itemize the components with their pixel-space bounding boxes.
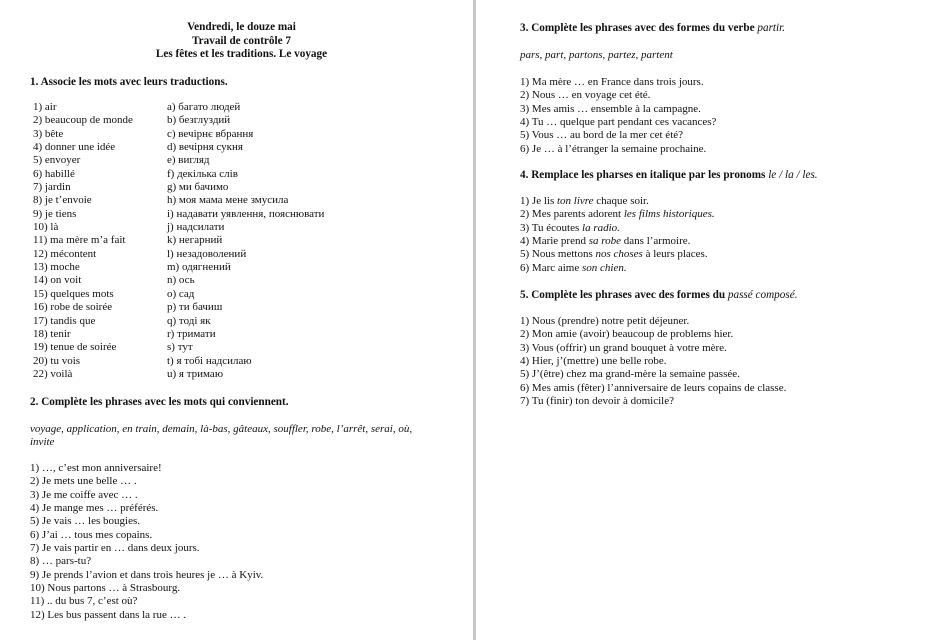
sentence: 6) Mes amis (fêter) l’anniversaire de leurs copains de classe.: [520, 381, 787, 394]
ukrainian-translation: g) ми бачимо: [167, 181, 229, 194]
exercise-5-sentences: [520, 315, 786, 408]
exercise-1-matching-table: [33, 101, 324, 381]
matching-row: [33, 168, 324, 181]
sentence-text: 2) Mes parents adorent: [520, 208, 624, 221]
sentence: 3) Vous (offrir) un grand bouquet à votre mère.: [520, 341, 727, 354]
french-word: 3) bête: [33, 127, 64, 140]
sentence: [520, 262, 715, 275]
matching-row: [33, 248, 324, 261]
sentence: [520, 222, 715, 235]
sentence-text: chaque soir.: [593, 195, 649, 207]
french-word: 6) habillé: [33, 167, 75, 180]
exercise-3-verb: partir.: [757, 22, 786, 34]
french-word: 1) air: [33, 101, 57, 113]
italic-phrase: ton livre: [556, 195, 594, 207]
ukrainian-translation: a) багато людей: [167, 101, 241, 113]
sentence: 1) …, c’est mon anniversaire!: [30, 462, 162, 474]
matching-row: [33, 288, 324, 301]
french-word: 13) moche: [33, 261, 80, 274]
word-bank-line: invite: [30, 436, 55, 449]
ukrainian-translation: q) тоді як: [167, 314, 211, 327]
exercise-4-sentences: [520, 195, 715, 275]
french-word: 19) tenue de soirée: [33, 341, 117, 354]
sentence: [520, 208, 715, 221]
french-word: 22) voilà: [33, 367, 73, 380]
sentence: 4) Hier, j’(mettre) une belle robe.: [520, 355, 667, 368]
ukrainian-translation: b) безглуздий: [167, 114, 231, 127]
sentence-text: 1) Je lis: [520, 195, 557, 207]
french-word: 15) quelques mots: [33, 287, 114, 300]
sentence: [520, 195, 715, 208]
exercise-3-forms: pars, part, partons, partez, partent: [520, 49, 673, 61]
ukrainian-translation: s) тут: [167, 341, 193, 354]
matching-row: [33, 154, 324, 167]
exercise-4-pronouns: le / la / les.: [768, 169, 818, 181]
matching-row: [33, 101, 324, 114]
sentence: 5) Je vais … les bougies.: [30, 515, 140, 528]
sentence: 6) Je … à l’étranger la semaine prochaine.: [520, 142, 707, 155]
sentence: 3) Je me coiffe avec … .: [30, 488, 138, 501]
matching-row: [33, 315, 324, 328]
italic-phrase: sa robe: [588, 235, 622, 248]
matching-row: [33, 221, 324, 234]
sentence: 4) Tu … quelque part pendant ces vacances?: [520, 116, 717, 129]
exercise-4-title: [520, 169, 818, 181]
exercise-4-title-text: 4. Remplace les pharses en italique par les pronoms: [520, 169, 769, 181]
matching-row: [33, 194, 324, 207]
sentence: 2) Je mets une belle … .: [30, 475, 137, 488]
italic-phrase: les films historiques.: [623, 208, 715, 221]
sentence-text: 5) Nous mettons: [520, 248, 596, 261]
ukrainian-translation: r) тримати: [167, 327, 216, 340]
matching-row: [33, 114, 324, 127]
matching-row: [33, 355, 324, 368]
french-word: 12) mécontent: [33, 247, 97, 260]
matching-row: [33, 274, 324, 287]
matching-row: [33, 141, 324, 154]
sentence: 8) … pars-tu?: [30, 555, 92, 568]
matching-row: [33, 234, 324, 247]
sentence: 7) Tu (finir) ton devoir à domicile?: [520, 395, 674, 408]
ukrainian-translation: m) одягнений: [167, 261, 231, 274]
worksheet-header: [30, 21, 453, 62]
sentence: 10) Nous partons … à Strasbourg.: [30, 582, 181, 595]
exercise-3-title-text: 3. Complète les phrases avec des formes du verbe: [520, 22, 758, 34]
date-line: Vendredi, le douze mai: [187, 21, 296, 33]
french-word: 14) on voit: [33, 274, 82, 287]
french-word: 20) tu vois: [33, 354, 81, 367]
exercise-2-title: 2. Complète les phrases avec les mots qui conviennent.: [30, 396, 289, 408]
ukrainian-translation: d) вечірня сукня: [167, 141, 243, 154]
right-page: [476, 0, 940, 640]
exercise-5-title: [520, 289, 798, 301]
italic-phrase: la radio.: [582, 221, 620, 234]
ukrainian-translation: t) я тобі надсилаю: [167, 354, 252, 367]
worksheet-title: Travail de contrôle 7: [192, 34, 291, 47]
sentence: 11) .. du bus 7, c’est où?: [30, 595, 138, 608]
sentence: 12) Les bus passent dans la rue … .: [30, 608, 187, 621]
ukrainian-translation: u) я тримаю: [167, 367, 224, 380]
sentence: 9) Je prends l’avion et dans trois heures je … à Kyiv.: [30, 568, 264, 581]
ukrainian-translation: k) негарний: [167, 234, 223, 247]
sentence: [520, 248, 715, 261]
sentence: 2) Nous … en voyage cet été.: [520, 89, 651, 102]
matching-row: [33, 328, 324, 341]
exercise-5-tense: passé composé.: [727, 289, 798, 301]
matching-row: [33, 128, 324, 141]
matching-row: [33, 341, 324, 354]
french-word: 16) robe de soirée: [33, 301, 113, 314]
exercise-2-word-bank: [30, 423, 412, 450]
ukrainian-translation: o) сад: [167, 287, 195, 300]
worksheet-subtitle: Les fêtes et les traditions. Le voyage: [155, 48, 328, 60]
ukrainian-translation: e) вигляд: [167, 154, 210, 167]
sentence: 1) Nous (prendre) notre petit déjeuner.: [520, 315, 690, 327]
sentence: 3) Mes amis … ensemble à la campagne.: [520, 102, 701, 115]
exercise-5-title-text: 5. Complète les phrases avec des formes du: [520, 289, 728, 301]
sentence: 2) Mon amie (avoir) beaucoup de problems hier.: [520, 328, 734, 341]
french-word: 10) là: [33, 221, 59, 234]
ukrainian-translation: f) декілька слів: [167, 167, 238, 180]
sentence-text: 4) Marie prend: [520, 235, 589, 248]
matching-row: [33, 261, 324, 274]
italic-phrase: nos choses: [595, 248, 643, 261]
french-word: 2) beaucoup de monde: [33, 114, 133, 127]
ukrainian-translation: l) незадоволений: [167, 247, 247, 260]
french-word: 4) donner une idée: [33, 141, 116, 154]
french-word: 9) je tiens: [33, 207, 77, 220]
matching-row: [33, 368, 324, 381]
exercise-3-sentences: [520, 76, 716, 156]
italic-phrase: son chien.: [582, 261, 627, 274]
matching-row: [33, 301, 324, 314]
sentence: 5) Vous … au bord de la mer cet été?: [520, 129, 684, 142]
matching-row: [33, 208, 324, 221]
matching-row: [33, 181, 324, 194]
word-bank-line: voyage, application, en train, demain, là-bas, gâteaux, souffler, robe, l’arrêt, serai, où,: [30, 423, 413, 435]
sentence: 6) J’ai … tous mes copains.: [30, 528, 153, 541]
french-word: 18) tenir: [33, 327, 71, 340]
french-word: 17) tandis que: [33, 314, 96, 327]
exercise-3-title: [520, 22, 785, 34]
french-word: 5) envoyer: [33, 154, 81, 167]
exercise-1-title: 1. Associe les mots avec leurs traductions.: [30, 76, 228, 88]
sentence: 4) Je mange mes … préférés.: [30, 502, 159, 515]
sentence: 5) J’(être) chez ma grand-mère la semaine passée.: [520, 368, 740, 381]
sentence: 1) Ma mère … en France dans trois jours.: [520, 76, 704, 88]
sentence: [520, 235, 715, 248]
ukrainian-translation: c) вечірнє вбрання: [167, 127, 254, 140]
sentence-text: 6) Marc aime: [520, 261, 582, 274]
ukrainian-translation: h) моя мама мене змусила: [167, 194, 289, 207]
ukrainian-translation: i) надавати уявлення, пояснювати: [167, 207, 325, 220]
sentence: 7) Je vais partir en … dans deux jours.: [30, 542, 200, 555]
ukrainian-translation: j) надсилати: [167, 221, 225, 234]
ukrainian-translation: p) ти бачиш: [167, 301, 223, 314]
ukrainian-translation: n) ось: [167, 274, 195, 287]
sentence-text: 3) Tu écoutes: [520, 221, 583, 234]
exercise-2-sentences: [30, 462, 263, 622]
french-word: 7) jardin: [33, 181, 71, 194]
french-word: 11) ma mère m’a fait: [33, 234, 126, 247]
french-word: 8) je t’envoie: [33, 194, 92, 207]
sentence-text: dans l’armoire.: [621, 235, 691, 248]
sentence-text: à leurs places.: [642, 248, 708, 261]
